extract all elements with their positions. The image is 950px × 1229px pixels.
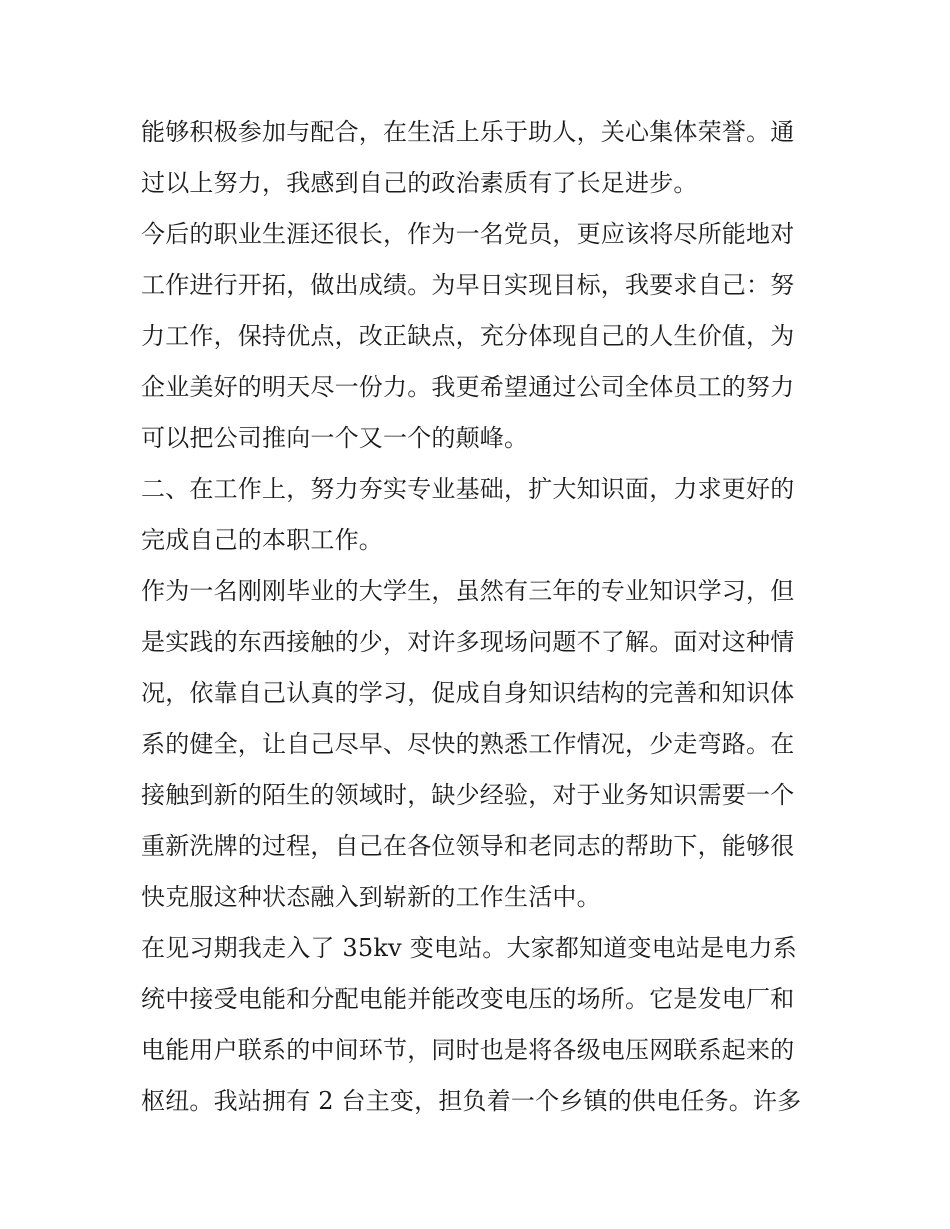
text-line: 系的健全，让自己尽早、尽快的熟悉工作情况，少走弯路。在 bbox=[141, 730, 795, 758]
text-line: 可以把公司推向一个又一个的颠峰。 bbox=[141, 424, 529, 452]
text-line: 快克服这种状态融入到崭新的工作生活中。 bbox=[141, 883, 601, 911]
section-heading-line: 二、在工作上，努力夯实专业基础，扩大知识面，力求更好的 bbox=[141, 475, 795, 503]
text-line: 况，依靠自己认真的学习，促成自身知识结构的完善和知识体 bbox=[141, 679, 795, 707]
text-line: 工作进行开拓，做出成绩。为早日实现目标，我要求自己：努 bbox=[141, 271, 795, 299]
text-line: 企业美好的明天尽一份力。我更希望通过公司全体员工的努力 bbox=[141, 373, 795, 401]
text-line: 统中接受电能和分配电能并能改变电压的场所。它是发电厂和 bbox=[141, 985, 795, 1013]
text-line: 过以上努力，我感到自己的政治素质有了长足进步。 bbox=[141, 169, 698, 197]
section-heading-line: 完成自己的本职工作。 bbox=[141, 526, 383, 554]
text-line: 力工作，保持优点，改正缺点，充分体现自己的人生价值，为 bbox=[141, 322, 795, 350]
text-line: 作为一名刚刚毕业的大学生，虽然有三年的专业知识学习，但 bbox=[141, 577, 795, 605]
body-text bbox=[141, 107, 821, 1127]
text-line: 是实践的东西接触的少，对许多现场问题不了解。面对这种情 bbox=[141, 628, 795, 656]
text-line: 重新洗牌的过程，自己在各位领导和老同志的帮助下，能够很 bbox=[141, 832, 795, 860]
text-line: 接触到新的陌生的领域时，缺少经验，对于业务知识需要一个 bbox=[141, 781, 795, 809]
text-line: 电能用户联系的中间环节，同时也是将各级电压网联系起来的 bbox=[141, 1036, 795, 1064]
text-line: 在见习期我走入了 35kv 变电站。大家都知道变电站是电力系 bbox=[141, 934, 797, 962]
text-line: 今后的职业生涯还很长，作为一名党员，更应该将尽所能地对 bbox=[141, 220, 795, 248]
text-line: 能够积极参加与配合，在生活上乐于助人，关心集体荣誉。通 bbox=[141, 118, 795, 146]
text-line: 枢纽。我站拥有 2 台主变，担负着一个乡镇的供电任务。许多 bbox=[141, 1087, 802, 1115]
